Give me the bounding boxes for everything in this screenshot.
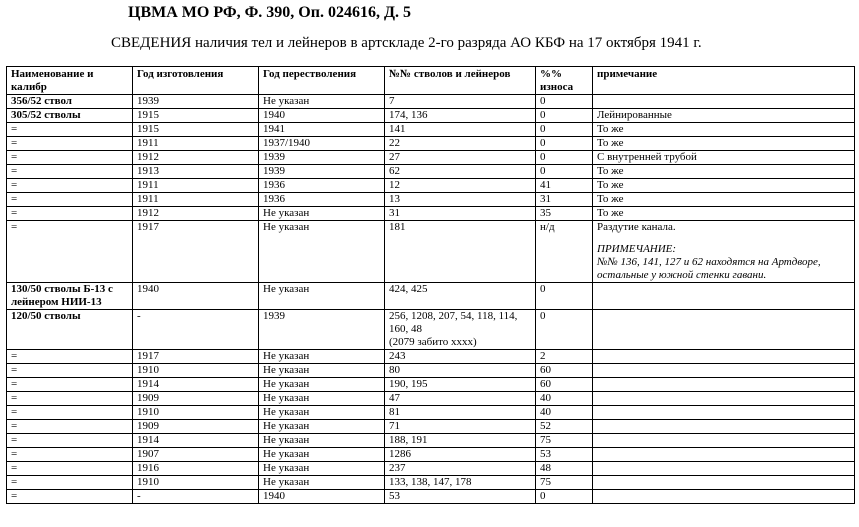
cell-year-made-text: 1940: [137, 283, 159, 295]
cell-wear-text: 40: [540, 406, 551, 418]
cell-year-made-text: 1911: [137, 179, 159, 191]
table-row: [7, 165, 855, 179]
cell-note: [593, 151, 855, 165]
cell-wear: [536, 434, 593, 448]
cell-name: [7, 406, 133, 420]
cell-name: [7, 137, 133, 151]
cell-wear-text: 2: [540, 350, 546, 362]
cell-note: [593, 207, 855, 221]
cell-name-text: =: [11, 221, 18, 233]
cell-wear: [536, 151, 593, 165]
cell-year-relined: [259, 476, 385, 490]
column-header-year-made: Год изготовления: [133, 67, 259, 95]
cell-name-text: 120/50 стволы: [11, 310, 81, 322]
cell-year-made-text: -: [137, 490, 141, 502]
cell-numbers: [385, 95, 536, 109]
cell-year-made: [133, 434, 259, 448]
cell-year-relined-text: Не указан: [263, 392, 310, 404]
cell-numbers: [385, 490, 536, 504]
cell-year-relined-text: Не указан: [263, 283, 310, 295]
cell-numbers-text: 12: [389, 179, 400, 191]
cell-note-text: С внутренней трубой: [597, 151, 697, 163]
cell-name: [7, 434, 133, 448]
cell-wear-text: н/д: [540, 221, 555, 233]
cell-wear-text: 0: [540, 490, 546, 502]
cell-numbers: [385, 364, 536, 378]
cell-wear: [536, 310, 593, 350]
cell-wear: [536, 207, 593, 221]
cell-numbers: [385, 123, 536, 137]
column-header-note: примечание: [593, 67, 855, 95]
cell-note-text: То же: [597, 179, 624, 191]
cell-wear-text: 0: [540, 283, 546, 295]
cell-note: [593, 350, 855, 364]
cell-wear: [536, 364, 593, 378]
cell-year-relined: [259, 434, 385, 448]
cell-year-relined: [259, 137, 385, 151]
cell-name-text: 356/52 ствол: [11, 95, 72, 107]
cell-note-text: То же: [597, 193, 624, 205]
cell-year-relined-text: 1940: [263, 490, 285, 502]
cell-name: [7, 420, 133, 434]
cell-year-relined: [259, 165, 385, 179]
cell-wear: [536, 350, 593, 364]
cell-numbers-text: 31: [389, 207, 400, 219]
cell-year-made: [133, 109, 259, 123]
cell-year-relined-text: Не указан: [263, 406, 310, 418]
cell-year-made: [133, 378, 259, 392]
cell-year-made-text: 1907: [137, 448, 159, 460]
cell-year-relined: [259, 221, 385, 283]
cell-year-made-text: 1939: [137, 95, 159, 107]
table-row: [7, 434, 855, 448]
table-row: [7, 350, 855, 364]
cell-year-relined: [259, 207, 385, 221]
cell-wear: [536, 137, 593, 151]
cell-year-relined: [259, 179, 385, 193]
table-header-row: [7, 67, 855, 95]
cell-note: [593, 109, 855, 123]
cell-year-relined-text: Не указан: [263, 221, 310, 233]
table-row: [7, 95, 855, 109]
cell-name-text: =: [11, 406, 18, 418]
cell-wear-text: 48: [540, 462, 551, 474]
inventory-table: [6, 66, 855, 504]
cell-numbers: [385, 392, 536, 406]
cell-year-made: [133, 137, 259, 151]
cell-year-relined: [259, 95, 385, 109]
cell-name-text: =: [11, 165, 18, 177]
cell-name: [7, 462, 133, 476]
cell-wear-text: 0: [540, 123, 546, 135]
cell-year-made-text: -: [137, 310, 141, 322]
cell-year-made: [133, 207, 259, 221]
cell-name: [7, 283, 133, 310]
cell-numbers: [385, 420, 536, 434]
cell-numbers: [385, 193, 536, 207]
cell-wear: [536, 462, 593, 476]
cell-name: [7, 476, 133, 490]
cell-wear: [536, 179, 593, 193]
table-row: [7, 392, 855, 406]
cell-note: [593, 179, 855, 193]
note-remark-text: №№ 136, 141, 127 и 62 находятся на Артдворе, остальные у южной стенки гавани.: [597, 256, 821, 281]
cell-year-made-text: 1913: [137, 165, 159, 177]
column-header-wear: %% износа: [536, 67, 593, 95]
cell-numbers-text: 80: [389, 364, 400, 376]
table-row: [7, 137, 855, 151]
cell-numbers: [385, 448, 536, 462]
cell-name-text: =: [11, 476, 18, 488]
cell-year-relined: [259, 123, 385, 137]
cell-year-relined-text: Не указан: [263, 476, 310, 488]
column-header-year-relined: Год перестволения: [259, 67, 385, 95]
cell-year-relined: [259, 462, 385, 476]
cell-wear-text: 53: [540, 448, 551, 460]
cell-name-text: =: [11, 434, 18, 446]
cell-year-made-text: 1911: [137, 137, 159, 149]
cell-name: [7, 165, 133, 179]
cell-wear-text: 31: [540, 193, 551, 205]
cell-numbers: [385, 109, 536, 123]
cell-wear: [536, 109, 593, 123]
cell-year-relined: [259, 283, 385, 310]
cell-numbers: [385, 434, 536, 448]
cell-year-made-text: 1909: [137, 420, 159, 432]
cell-name: [7, 193, 133, 207]
cell-wear: [536, 392, 593, 406]
cell-numbers-text: 141: [389, 123, 406, 135]
table-row: [7, 476, 855, 490]
cell-year-made: [133, 392, 259, 406]
cell-year-relined: [259, 310, 385, 350]
column-header-numbers: №№ стволов и лейнеров: [385, 67, 536, 95]
table-row: [7, 151, 855, 165]
cell-note-text: Раздутие канала.: [597, 221, 676, 233]
cell-numbers-text: 133, 138, 147, 178: [389, 476, 472, 488]
cell-numbers: [385, 179, 536, 193]
cell-note: [593, 137, 855, 151]
cell-wear-text: 52: [540, 420, 551, 432]
cell-year-made: [133, 490, 259, 504]
cell-year-relined-text: Не указан: [263, 420, 310, 432]
cell-numbers-text: 190, 195: [389, 378, 428, 390]
cell-year-made: [133, 420, 259, 434]
table-row: [7, 310, 855, 350]
cell-wear: [536, 448, 593, 462]
cell-year-relined: [259, 151, 385, 165]
cell-year-relined-text: Не указан: [263, 350, 310, 362]
table-row: [7, 448, 855, 462]
cell-name-text: =: [11, 151, 18, 163]
cell-note: [593, 95, 855, 109]
archive-reference: ЦВМА МО РФ, Ф. 390, Оп. 024616, Д. 5: [128, 4, 411, 21]
cell-wear-text: 0: [540, 151, 546, 163]
cell-name: [7, 350, 133, 364]
cell-year-relined: [259, 448, 385, 462]
cell-year-made-text: 1912: [137, 207, 159, 219]
cell-year-made: [133, 406, 259, 420]
cell-year-made-text: 1914: [137, 434, 159, 446]
cell-year-made: [133, 151, 259, 165]
cell-note: [593, 165, 855, 179]
cell-numbers: [385, 310, 536, 350]
cell-wear-text: 40: [540, 392, 551, 404]
cell-year-made-text: 1910: [137, 406, 159, 418]
cell-numbers: [385, 476, 536, 490]
cell-year-relined-text: 1941: [263, 123, 285, 135]
cell-year-made-text: 1912: [137, 151, 159, 163]
cell-name-text: =: [11, 207, 18, 219]
cell-numbers: [385, 137, 536, 151]
cell-year-relined: [259, 490, 385, 504]
cell-note: [593, 221, 855, 283]
cell-numbers-text: 174, 136: [389, 109, 428, 121]
cell-wear: [536, 406, 593, 420]
cell-note: [593, 448, 855, 462]
cell-numbers: [385, 283, 536, 310]
cell-wear: [536, 193, 593, 207]
cell-year-relined: [259, 364, 385, 378]
cell-year-made-text: 1910: [137, 476, 159, 488]
cell-year-made: [133, 283, 259, 310]
table-row: [7, 179, 855, 193]
cell-year-relined-text: 1939: [263, 310, 285, 322]
cell-name: [7, 448, 133, 462]
cell-name: [7, 179, 133, 193]
cell-numbers-text: 81: [389, 406, 400, 418]
cell-name: [7, 392, 133, 406]
cell-year-made: [133, 364, 259, 378]
cell-name-text: =: [11, 123, 18, 135]
cell-note-text: То же: [597, 165, 624, 177]
cell-numbers-text: 62: [389, 165, 400, 177]
table-row: [7, 406, 855, 420]
cell-year-relined-text: 1939: [263, 165, 285, 177]
cell-note: [593, 476, 855, 490]
cell-year-made: [133, 179, 259, 193]
cell-year-relined-text: Не указан: [263, 462, 310, 474]
cell-numbers-text: 243: [389, 350, 406, 362]
cell-wear-text: 0: [540, 137, 546, 149]
cell-year-made: [133, 95, 259, 109]
cell-note: [593, 378, 855, 392]
cell-year-made-text: 1909: [137, 392, 159, 404]
cell-year-made-text: 1915: [137, 123, 159, 135]
cell-name-text: =: [11, 420, 18, 432]
cell-wear: [536, 420, 593, 434]
cell-wear: [536, 283, 593, 310]
cell-year-relined: [259, 350, 385, 364]
cell-wear: [536, 221, 593, 283]
cell-wear-text: 75: [540, 434, 551, 446]
cell-name-text: =: [11, 137, 18, 149]
cell-wear-text: 0: [540, 165, 546, 177]
cell-wear-text: 35: [540, 207, 551, 219]
cell-year-made-text: 1916: [137, 462, 159, 474]
table-row: [7, 283, 855, 310]
cell-name: [7, 310, 133, 350]
cell-year-relined-text: Не указан: [263, 95, 310, 107]
cell-name: [7, 207, 133, 221]
cell-numbers-text: 7: [389, 95, 395, 107]
cell-wear-text: 75: [540, 476, 551, 488]
table-row: [7, 109, 855, 123]
table-row: [7, 193, 855, 207]
cell-year-relined: [259, 109, 385, 123]
cell-year-made: [133, 123, 259, 137]
cell-note: [593, 420, 855, 434]
cell-numbers: [385, 151, 536, 165]
cell-year-relined: [259, 378, 385, 392]
cell-year-made-text: 1911: [137, 193, 159, 205]
cell-year-made: [133, 165, 259, 179]
cell-note: [593, 462, 855, 476]
cell-wear: [536, 490, 593, 504]
cell-year-made-text: 1914: [137, 378, 159, 390]
cell-name-text: =: [11, 378, 18, 390]
table-row: [7, 462, 855, 476]
document-title: СВЕДЕНИЯ наличия тел и лейнеров в артскладе 2-го разряда АО КБФ на 17 октября 1941 г.: [111, 35, 702, 51]
cell-numbers-extra: (2079 забито хххх): [389, 336, 477, 348]
cell-year-relined-text: 1936: [263, 193, 285, 205]
cell-name: [7, 109, 133, 123]
cell-year-made-text: 1917: [137, 350, 159, 362]
cell-numbers-text: 424, 425: [389, 283, 428, 295]
cell-numbers-text: 181: [389, 221, 406, 233]
cell-name: [7, 221, 133, 283]
cell-wear-text: 0: [540, 310, 546, 322]
cell-numbers: [385, 406, 536, 420]
cell-wear: [536, 378, 593, 392]
cell-numbers: [385, 462, 536, 476]
cell-year-relined: [259, 193, 385, 207]
note-spacer: [597, 234, 850, 243]
cell-name: [7, 95, 133, 109]
table-row: [7, 420, 855, 434]
cell-year-relined-text: 1936: [263, 179, 285, 191]
cell-numbers-text: 53: [389, 490, 400, 502]
cell-name-text: =: [11, 448, 18, 460]
cell-name-text: =: [11, 462, 18, 474]
cell-name: [7, 123, 133, 137]
cell-wear-text: 0: [540, 109, 546, 121]
cell-wear: [536, 165, 593, 179]
cell-year-made-text: 1910: [137, 364, 159, 376]
table-row: [7, 123, 855, 137]
cell-name: [7, 378, 133, 392]
cell-year-made-text: 1915: [137, 109, 159, 121]
cell-year-made: [133, 310, 259, 350]
cell-note: [593, 283, 855, 310]
cell-year-relined-text: Не указан: [263, 434, 310, 446]
cell-numbers: [385, 165, 536, 179]
cell-note: [593, 490, 855, 504]
cell-numbers-text: 256, 1208, 207, 54, 118, 114, 160, 48: [389, 310, 518, 335]
cell-year-relined-text: Не указан: [263, 207, 310, 219]
cell-year-relined: [259, 420, 385, 434]
cell-numbers-text: 71: [389, 420, 400, 432]
cell-note: [593, 310, 855, 350]
cell-name-text: =: [11, 364, 18, 376]
cell-numbers-text: 188, 191: [389, 434, 428, 446]
cell-name-text: =: [11, 392, 18, 404]
table-row: [7, 378, 855, 392]
cell-numbers: [385, 207, 536, 221]
cell-year-relined-text: 1940: [263, 109, 285, 121]
cell-name-text: 305/52 стволы: [11, 109, 81, 121]
cell-year-relined-text: Не указан: [263, 364, 310, 376]
cell-year-made-text: 1917: [137, 221, 159, 233]
cell-numbers-text: 47: [389, 392, 400, 404]
table-row: [7, 364, 855, 378]
cell-year-relined: [259, 392, 385, 406]
cell-wear-text: 60: [540, 364, 551, 376]
cell-year-made: [133, 193, 259, 207]
column-header-name: Наименование и калибр: [7, 67, 133, 95]
cell-wear-text: 60: [540, 378, 551, 390]
cell-numbers: [385, 350, 536, 364]
cell-year-made: [133, 462, 259, 476]
cell-year-made: [133, 448, 259, 462]
cell-year-relined-text: Не указан: [263, 448, 310, 460]
cell-year-made: [133, 350, 259, 364]
cell-numbers-text: 27: [389, 151, 400, 163]
table-row: [7, 490, 855, 504]
cell-wear: [536, 476, 593, 490]
table-row: [7, 207, 855, 221]
cell-note: [593, 406, 855, 420]
cell-note-text: Лейнированные: [597, 109, 672, 121]
cell-note-text: То же: [597, 207, 624, 219]
table-row: [7, 221, 855, 283]
cell-year-made: [133, 221, 259, 283]
cell-note-text: То же: [597, 137, 624, 149]
cell-name: [7, 151, 133, 165]
cell-numbers-text: 1286: [389, 448, 411, 460]
cell-year-relined-text: 1937/1940: [263, 137, 311, 149]
cell-wear-text: 0: [540, 95, 546, 107]
cell-note: [593, 434, 855, 448]
cell-name-text: =: [11, 490, 18, 502]
cell-year-relined-text: Не указан: [263, 378, 310, 390]
cell-year-relined: [259, 406, 385, 420]
note-remark-title: ПРИМЕЧАНИЕ:: [597, 243, 677, 255]
cell-note: [593, 193, 855, 207]
cell-name-text: =: [11, 193, 18, 205]
cell-note-text: То же: [597, 123, 624, 135]
cell-year-made: [133, 476, 259, 490]
cell-note: [593, 392, 855, 406]
cell-numbers: [385, 378, 536, 392]
cell-wear: [536, 123, 593, 137]
cell-name-text: 130/50 стволы Б-13 с лейнером НИИ-13: [11, 283, 113, 308]
cell-wear-text: 41: [540, 179, 551, 191]
cell-numbers-text: 22: [389, 137, 400, 149]
cell-year-relined-text: 1939: [263, 151, 285, 163]
cell-wear: [536, 95, 593, 109]
cell-name: [7, 490, 133, 504]
cell-numbers: [385, 221, 536, 283]
cell-note: [593, 364, 855, 378]
cell-numbers-text: 13: [389, 193, 400, 205]
cell-name-text: =: [11, 350, 18, 362]
cell-name-text: =: [11, 179, 18, 191]
cell-note: [593, 123, 855, 137]
cell-numbers-text: 237: [389, 462, 406, 474]
cell-name: [7, 364, 133, 378]
